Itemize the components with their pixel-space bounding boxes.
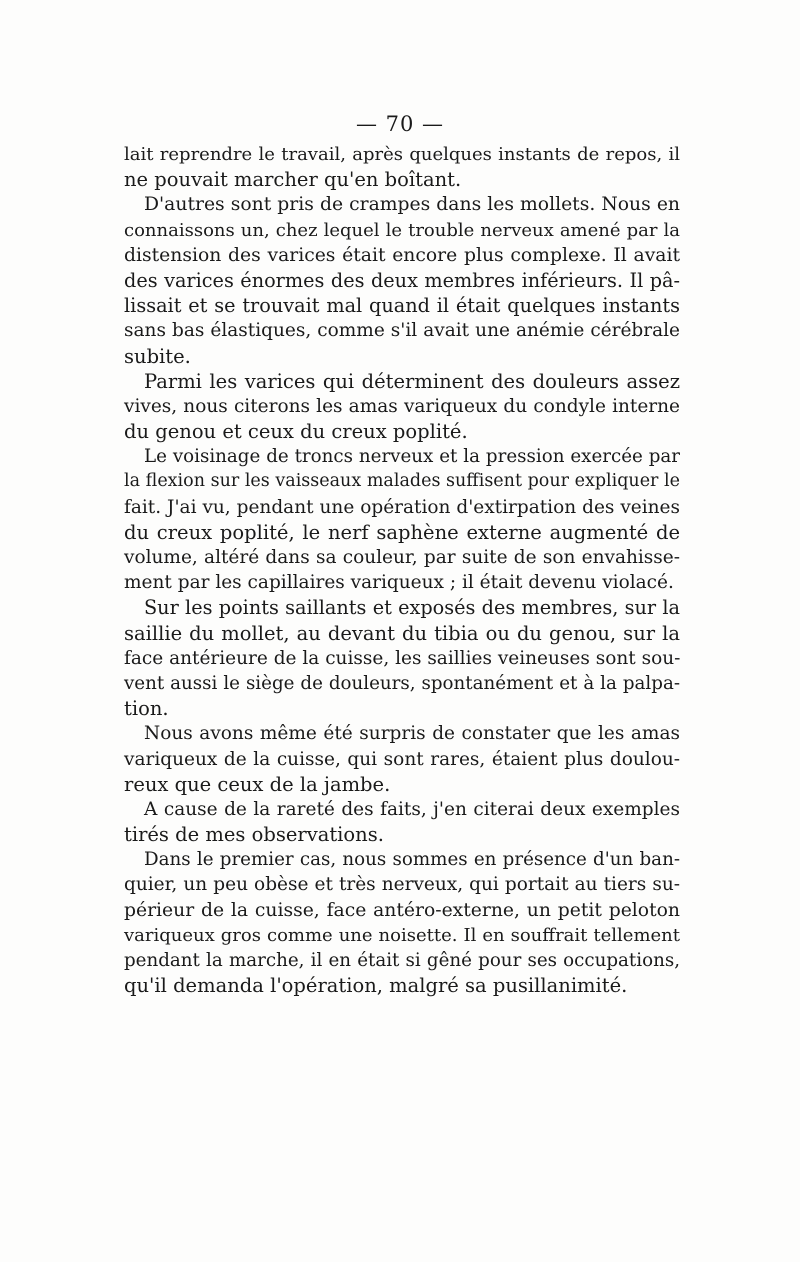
text-line: A cause de la rareté des faits, j'en citerai deux exemples — [144, 798, 680, 820]
text-line: Sur les points saillants et exposés des membres, sur la — [144, 596, 680, 620]
text-line: Le voisinage de troncs nerveux et la pression exercée par — [144, 446, 680, 468]
text-line: du genou et ceux du creux poplité. — [124, 420, 468, 444]
text-line: connaissons un, chez lequel le trouble nerveux amené par la — [124, 219, 680, 241]
text-line: subite. — [124, 344, 191, 368]
text-line: D'autres sont pris de crampes dans les mollets. Nous en — [144, 194, 680, 216]
text-line: Parmi les varices qui déterminent des douleurs assez — [144, 369, 680, 393]
text-line: lissait et se trouvait mal quand il était quelques instants — [124, 294, 680, 318]
text-line: volume, altéré dans sa couleur, par suite de son envahisse- — [124, 547, 680, 568]
paragraph — [124, 847, 680, 998]
body-text — [124, 142, 680, 998]
text-line: Dans le premier cas, nous sommes en présence d'un ban- — [144, 849, 680, 871]
text-line: reux que ceux de la jambe. — [124, 772, 391, 796]
text-line: ment par les capillaires variqueux ; il était devenu violacé. — [124, 572, 674, 594]
paragraph — [124, 192, 680, 368]
text-line: sans bas élastiques, comme s'il avait une anémie cérébrale — [124, 320, 680, 342]
text-line: la flexion sur les vaisseaux malades suffisent pour expliquer le — [124, 471, 680, 492]
text-line: saillie du mollet, au devant du tibia ou du genou, sur la — [124, 621, 680, 645]
text-line: fait. J'ai vu, pendant une opération d'extirpation des veines — [124, 496, 680, 518]
text-line: périeur de la cuisse, face antéro-externe, un petit peloton — [124, 899, 680, 921]
text-line: vent aussi le siège de douleurs, spontanément et à la palpa- — [124, 672, 680, 694]
text-line: Nous avons même été surpris de constater que les amas — [144, 723, 680, 745]
paragraph — [124, 721, 680, 797]
paragraph — [124, 595, 680, 721]
paragraph — [124, 444, 680, 595]
text-line: tirés de mes observations. — [124, 823, 384, 847]
text-line: pendant la marche, il en était si gêné pour ses occupations, — [124, 950, 680, 971]
paragraph — [124, 797, 680, 847]
paragraph — [124, 142, 680, 192]
paragraph — [124, 369, 680, 445]
text-line: des varices énormes des deux membres inférieurs. Il pâ- — [124, 268, 680, 292]
text-line: vives, nous citerons les amas variqueux du condyle interne — [124, 395, 680, 417]
text-line: variqueux de la cuisse, qui sont rares, étaient plus doulou- — [124, 748, 680, 770]
text-line: du creux poplité, le nerf saphène externe augmenté de — [124, 520, 680, 544]
text-line: quier, un peu obèse et très nerveux, qui portait au tiers su- — [124, 874, 680, 896]
text-line: variqueux gros comme une noisette. Il en souffrait tellement — [124, 924, 680, 946]
text-line: lait reprendre le travail, après quelques instants de repos, il — [124, 144, 680, 165]
text-line: distension des varices était encore plus complexe. Il avait — [124, 244, 680, 266]
text-line: ne pouvait marcher qu'en boîtant. — [124, 168, 462, 192]
text-line: tion. — [124, 697, 169, 721]
text-line: face antérieure de la cuisse, les saillies veineuses sont sou- — [124, 647, 681, 669]
text-line: qu'il demanda l'opération, malgré sa pusillanimité. — [124, 974, 628, 998]
page-number: — 70 — — [355, 112, 445, 136]
